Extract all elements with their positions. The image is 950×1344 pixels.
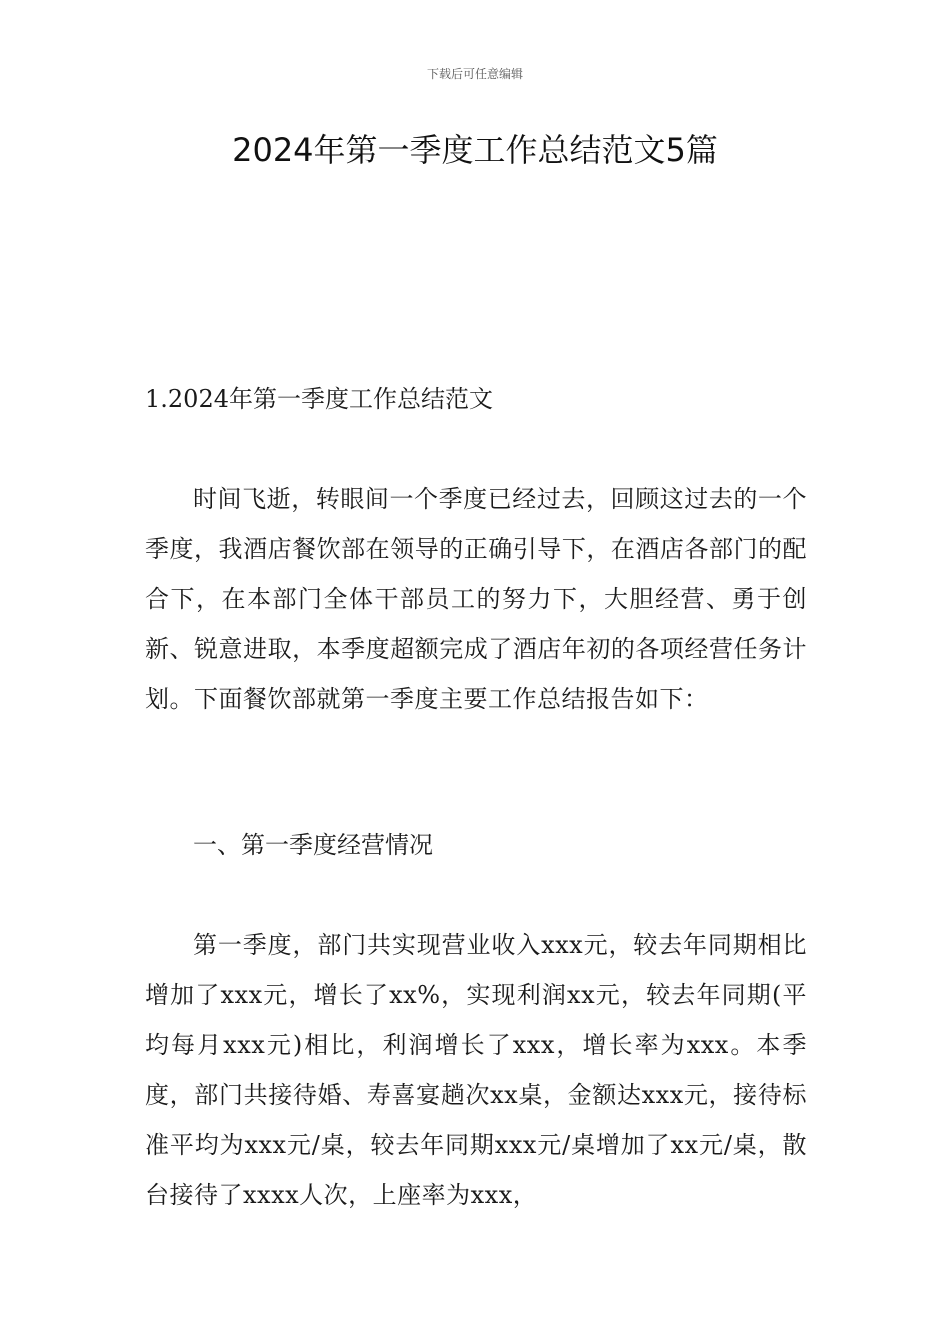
sub-heading-operations: 一、第一季度经营情况: [193, 831, 433, 859]
section-heading: 1.2024年第一季度工作总结范文: [145, 385, 493, 413]
header-note: 下载后可任意编辑: [426, 67, 523, 81]
intro-paragraph: 时间飞逝，转眼间一个季度已经过去，回顾这过去的一个季度，我酒店餐饮部在领导的正确引导下，在酒店各部门的配合下，在本部门全体干部员工的努力下，大胆经营、勇于创新、锐意进取，本季度超额完成了酒店年初的各项经营任务计划。下面餐饮部就第一季度主要工作总结报告如下：: [145, 485, 807, 713]
page-title: 2024年第一季度工作总结范文5篇: [232, 131, 718, 169]
operations-paragraph: 第一季度，部门共实现营业收入xxx元，较去年同期相比增加了xxx元，增长了xx%，实现利润xx元，较去年同期(平均每月xxx元)相比，利润增长了xxx，增长率为xxx。本季度，部门共接待婚、寿喜宴趟次xx桌，金额达xxx元，接待标准平均为xxx元/桌，较去年同期xxx元/桌增加了xx元/桌，散台接待了xxxx人次，上座率为xxx，: [145, 931, 807, 1209]
